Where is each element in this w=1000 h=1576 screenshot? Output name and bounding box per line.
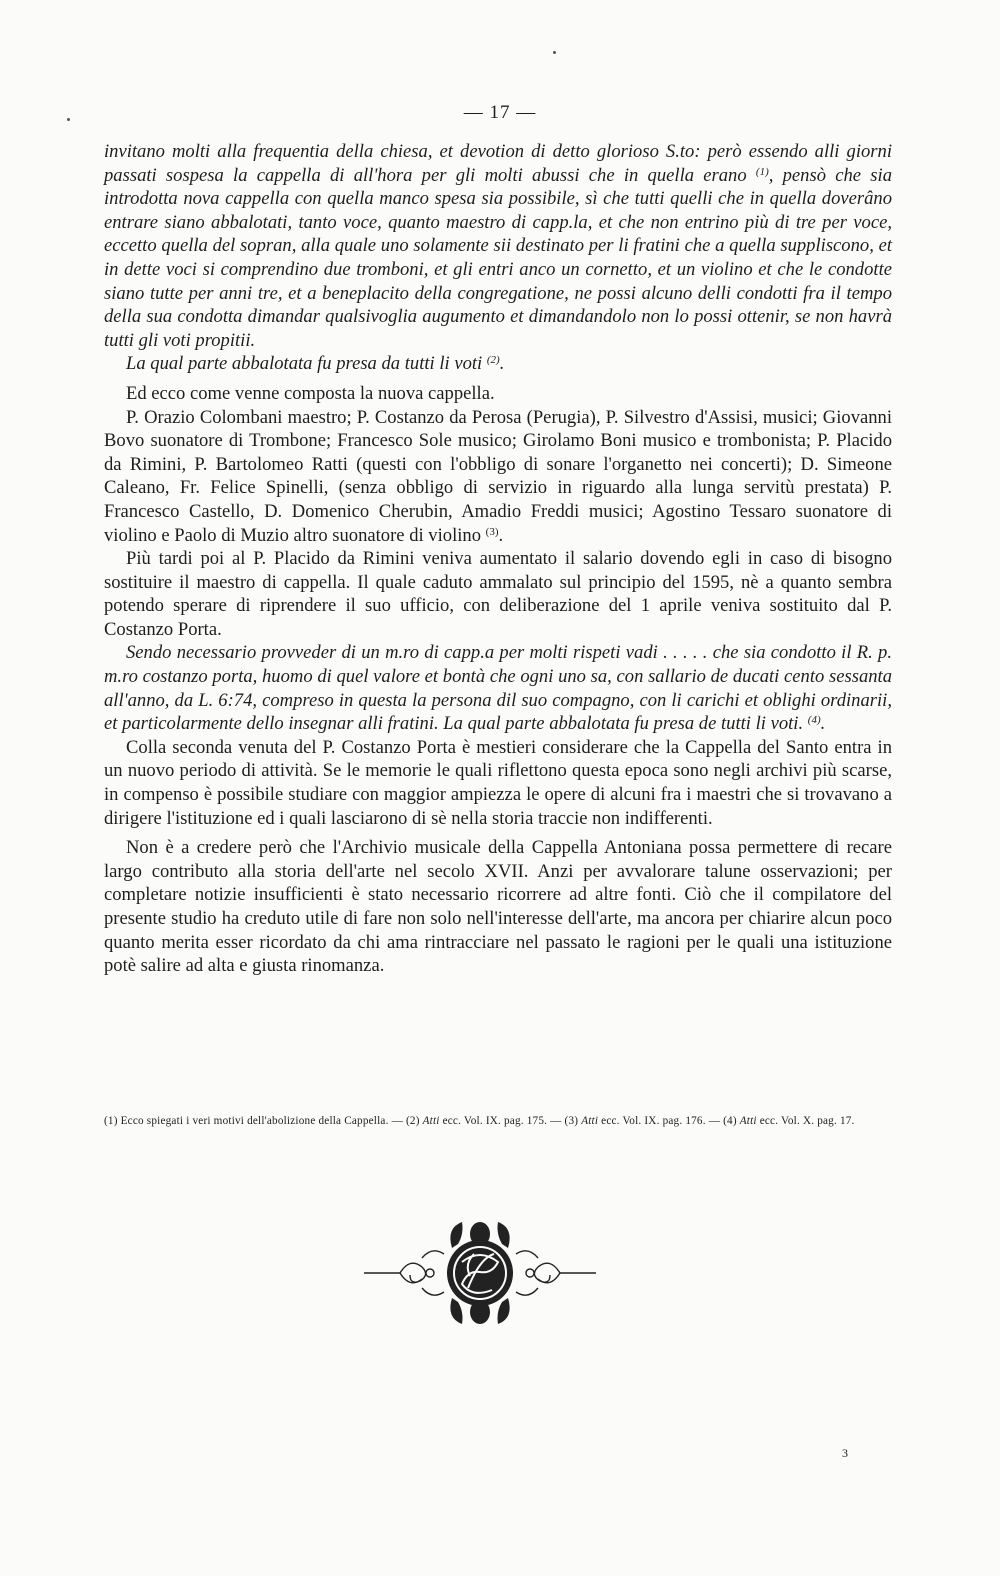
quote-2-text: Sendo necessario provveder di un m.ro di capp.a per molti rispeti vadi . . . . . che sia condotto il R. p. m.ro costanzo porta, huomo di quel valore et bontà che ogni uno sa, con sallario de ducati cento sessanta all'anno, da L. 6:74, compreso in questa la persona dil suo compagno, con li carichi et oblighi ordinarii, et particolarmente dello insegnar alli fratini. La qual parte abbalotata fu presa de tutti li voti. — [104, 642, 892, 735]
quote-1-text-a: invitano molti alla frequentia della chiesa, et devotion di detto glorioso S.to: però essendo alli giorni passati sospesa la cappella di all'hora per gli molti abussi che in quella erano — [104, 141, 892, 186]
margin-speck — [553, 51, 556, 54]
footnote-2: ecc. Vol. IX. pag. 175. — — [442, 1115, 562, 1127]
paragraph-members — [104, 406, 892, 548]
signature-number: 3 — [842, 1446, 848, 1460]
archival-quote-1-close — [104, 352, 892, 376]
footnote-ref-3: (3) — [485, 525, 499, 538]
body-text — [104, 140, 892, 978]
footnote-ref-1: (1) — [755, 165, 769, 178]
footnote-4-atti: Atti — [739, 1115, 757, 1127]
footnote-4-marker: (4) — [723, 1115, 737, 1127]
footnote-ref-2: (2) — [486, 354, 500, 367]
paragraph-later: Più tardi poi al P. Placido da Rimini veniva aumentato il salario dovendo egli in caso di bisogno sostituire il maestro di cappella. Il quale caduto ammalato sul principio del 1595, nè a quanto sembra potendo sperare di riprendere il suo ufficio, con deliberazione del 1 aprile veniva sostituito dal P. Costanzo Porta. — [104, 548, 892, 640]
footnotes — [104, 1112, 892, 1130]
quote-1-close-tail: . — [499, 353, 505, 375]
archival-quote-2 — [104, 641, 892, 735]
footnote-2-atti: Atti — [422, 1115, 440, 1127]
paragraph-intro: Ed ecco come venne composta la nuova cappella. — [126, 382, 495, 404]
quote-1-close-text: La qual parte abbalotata fu presa da tutti li voti — [126, 353, 483, 375]
members-text: P. Orazio Colombani maestro; P. Costanzo da Perosa (Perugia), P. Silvestro d'Assisi, musici; Giovanni Bovo suonatore di Trombone; Francesco Sole musico; Girolamo Boni musico e trombonista; P. Placido da Rimini, P. Bartolomeo Ratti (questi con l'obbligo di sonare l'organetto nei concerti); D. Simeone Caleano, Fr. Felice Spinelli, (senza obbligo di servizio in riguardo alla lunga servitù prestata) P. Francesco Castello, D. Domenico Cherubin, Amadio Freddi musici; Agostino Tessaro suonatore di violino e Paolo di Muzio altro suonatore di violino — [104, 406, 892, 546]
footnote-1: (1) Ecco spiegati i veri motivi dell'abolizione della Cappella. — — [104, 1115, 403, 1127]
footnote-3-atti: Atti — [581, 1115, 599, 1127]
page-number: — 17 — — [463, 102, 537, 123]
footnote-2-marker: (2) — [405, 1115, 420, 1127]
footnote-3: ecc. Vol. IX. pag. 176. — — [601, 1115, 721, 1127]
footnote-ref-4: (4) — [807, 714, 821, 727]
printer-ornament-vignette-icon — [360, 1218, 600, 1328]
margin-speck — [67, 118, 70, 121]
members-tail: . — [498, 524, 504, 546]
footnote-3-marker: (3) — [564, 1115, 579, 1127]
paragraph-archive: Non è a credere però che l'Archivio musicale della Cappella Antoniana possa permettere di recare largo contributo alla storia dell'arte nel secolo XVII. Anzi per avvalorare talune osservazioni; per completare notizie insufficienti è stato necessario ricorrere ad altre fonti. Ciò che il compilatore del presente studio ha creduto utile di fare non solo nell'interesse dell'arte, ma ancora per chiarire alcun poco quanto merita esser ricordato da chi ama rintracciare nel passato le ragioni per le quali una istituzione potè salire ad alta e giusta rinomanza. — [104, 837, 892, 977]
paragraph-second-porta: Colla seconda venuta del P. Costanzo Porta è mestieri considerare che la Cappella del Santo entra in un nuovo periodo di attività. Se le memorie le quali riflettono questa epoca sono negli archivi più scarse, in compenso è possibile studiare con maggior ampiezza le opere di alcuni fra i maestri che si trovavano a dirigere l'istituzione ed i quali lasciarono di sè nella storia traccie non indifferenti. — [104, 736, 892, 829]
quote-2-tail: . — [820, 713, 826, 735]
footnote-4: ecc. Vol. X. pag. 17. — [759, 1115, 855, 1127]
quote-1-text-b: , pensò che sia introdotta nova cappella con quella manco spesa sia possibile, sì che tutti quelli che in quella doverâno entrare siano abbalotati, tanto voce, quanto maestro di capp.la, et che non entrino più di tre per voce, eccetto quella del sopran, alla quale uno solamente sii destinato per li fratini che a quella suppliscono, et in dette voci si comprendino due tromboni, et gli entri anco un cornetto, et un violino et che le condotte siano tutte per anni tre, et a beneplacito della congregatione, ne possi alcuno delli condotti fra il tempo della sua condotta dimandar qualsivoglia augumento et dimandandolo non lo possi ottenir, se non havrà tutti gli voti propitii. — [104, 164, 892, 351]
archival-quote-1 — [104, 140, 892, 352]
